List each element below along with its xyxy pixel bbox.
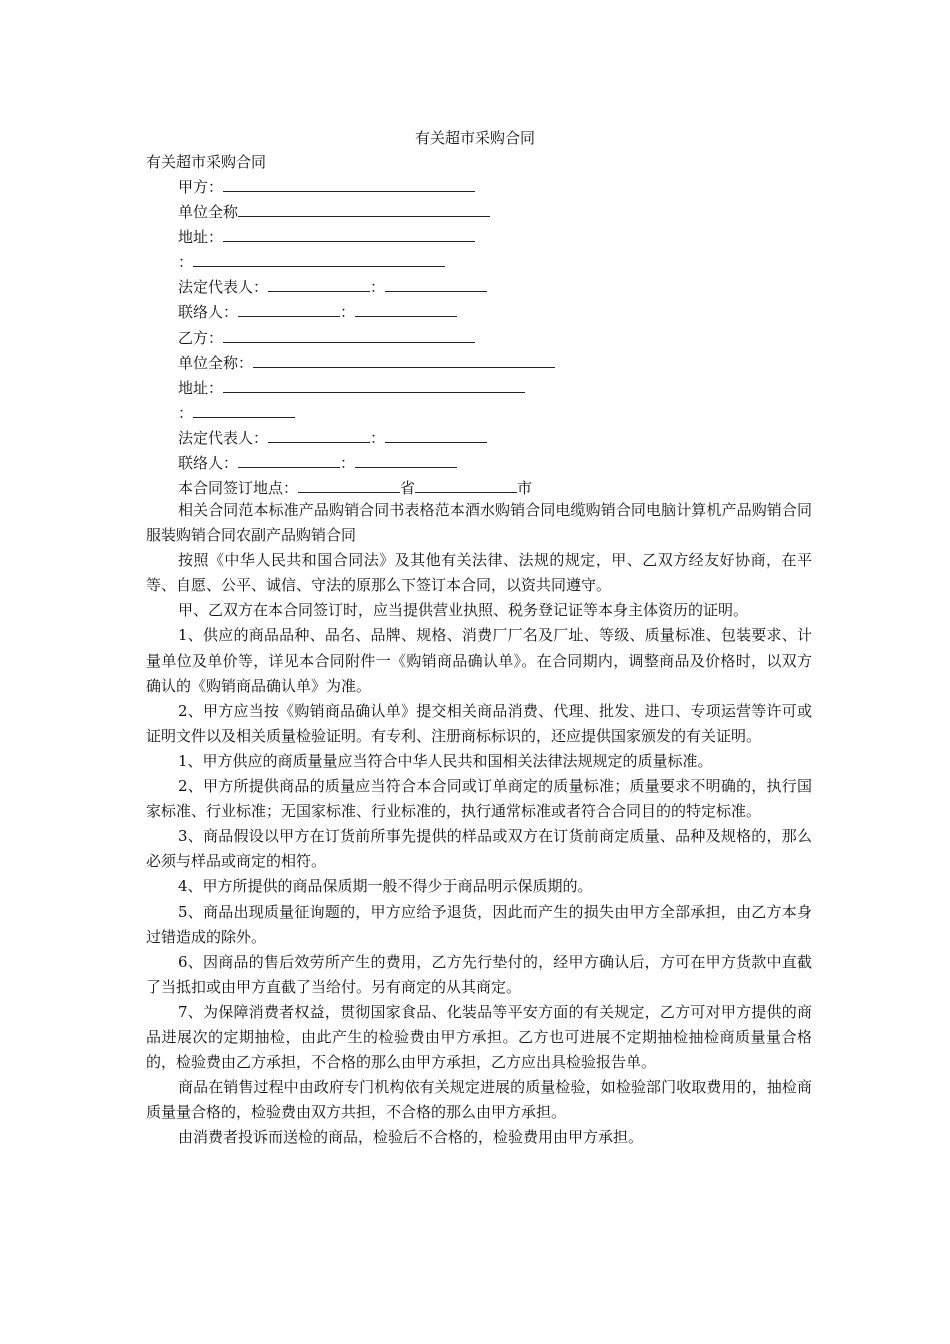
blank-line xyxy=(223,327,475,343)
field-label: 地址： xyxy=(178,378,224,397)
field-separator: ： xyxy=(370,428,386,447)
blank-line xyxy=(223,226,475,242)
contract-body xyxy=(146,498,812,1150)
field-label: 单位全称 xyxy=(178,203,239,222)
party-a-address-field xyxy=(178,226,818,251)
party-b-field xyxy=(178,327,818,352)
field-separator: ： xyxy=(340,454,356,473)
document-subtitle: 有关超市采购合同 xyxy=(146,153,267,171)
field-label: 乙方： xyxy=(178,328,224,347)
party-b-extra-field xyxy=(178,402,818,427)
field-label: 甲方： xyxy=(178,178,224,196)
paragraph: 1、供应的商品品种、品名、品牌、规格、消费厂厂名及厂址、等级、质量标准、包装要求、计量单位及单价等，详见本合同附件一《购销商品确认单》。在合同期内，调整商品及价格时，以双方确认的《购销商品确认单》为准。 xyxy=(146,626,812,695)
blank-line xyxy=(253,352,555,368)
paragraph: 按照《中华人民共和国合同法》及其他有关法律、法规的规定，甲、乙双方经友好协商，在平等、自愿、公平、诚信、守法的原那么下签订本合同，以资共同遵守。 xyxy=(146,551,812,595)
paragraph: 由消费者投诉而送检的商品，检验后不合格的，检验费用由甲方承担。 xyxy=(178,1128,644,1147)
party-a-name-field xyxy=(178,201,818,226)
paragraph: 甲、乙双方在本合同签订时，应当提供营业执照、税务登记证等本身主体资历的证明。 xyxy=(178,601,749,620)
paragraph: 2、甲方所提供商品的质量应当符合本合同或订单商定的质量标准；质量要求不明确的，执行国家标准、行业标准；无国家标准、行业标准的，执行通常标准或者符合合同目的的特定标准。 xyxy=(146,777,812,821)
blank-line xyxy=(415,477,517,493)
blank-line xyxy=(385,427,487,443)
field-label: ： xyxy=(178,253,194,272)
paragraph: 相关合同范本标准产品购销合同书表格范本酒水购销合同电缆购销合同电脑计算机产品购销合同服装购销合同农副产品购销合同 xyxy=(146,501,812,545)
paragraph: 4、甲方所提供的商品保质期一般不得少于商品明示保质期的。 xyxy=(178,877,593,896)
party-b-contact-field xyxy=(178,452,818,477)
party-b-name-field xyxy=(178,352,818,377)
paragraph: 6、因商品的售后效劳所产生的费用，乙方先行垫付的，经甲方确认后，方可在甲方货款中直截了当抵扣或由甲方直截了当给付。另有商定的从其商定。 xyxy=(146,952,812,996)
blank-line xyxy=(238,301,340,317)
paragraph: 5、商品出现质量征询题的，甲方应给予退货，因此而产生的损失由甲方全部承担，由乙方本身过错造成的除外。 xyxy=(146,902,812,946)
blank-line xyxy=(268,276,370,292)
blank-line xyxy=(355,452,457,468)
document-title: 有关超市采购合同 xyxy=(414,129,535,147)
party-b-legal-rep-field xyxy=(178,427,818,452)
city-label: 市 xyxy=(517,479,533,498)
field-label: 地址： xyxy=(178,228,224,247)
blank-line xyxy=(193,402,295,418)
paragraph: 3、商品假设以甲方在订货前所事先提供的样品或双方在订货前商定质量、品种及规格的，那么必须与样品或商定的相符。 xyxy=(146,827,812,871)
blank-line xyxy=(238,452,340,468)
paragraph: 1、甲方供应的商质量量应当符合中华人民共和国相关法律法规规定的质量标准。 xyxy=(178,751,713,770)
blank-line xyxy=(238,201,490,217)
blank-line xyxy=(223,377,525,393)
paragraph: 2、甲方应当按《购销商品确认单》提交相关商品消费、代理、批发、进口、专项运营等许可或证明文件以及相关质量检验证明。有专利、注册商标标识的，还应提供国家颁发的有关证明。 xyxy=(146,701,812,745)
field-label: 联络人： xyxy=(178,454,239,473)
paragraph: 商品在销售过程中由政府专门机构依有关规定进展的质量检验，如检验部门收取费用的，抽检商质量量合格的，检验费由双方共担，不合格的那么由甲方承担。 xyxy=(146,1078,812,1122)
blank-line xyxy=(193,251,445,267)
party-a-legal-rep-field xyxy=(178,276,818,301)
blank-line xyxy=(298,477,400,493)
field-label: 联络人： xyxy=(178,303,239,322)
field-label: 法定代表人： xyxy=(178,278,269,297)
blank-line xyxy=(385,276,487,292)
field-separator: ： xyxy=(370,278,386,297)
blank-line xyxy=(268,427,370,443)
paragraph: 7、为保障消费者权益，贯彻国家食品、化装品等平安方面的有关规定，乙方可对甲方提供的商品进展次的定期抽检，由此产生的检验费由甲方承担。乙方也可进展不定期抽检抽检商质量量合格的，检验费由乙方承担，不合格的那么由甲方承担，乙方应出具检验报告单。 xyxy=(146,1002,812,1072)
field-label: 法定代表人： xyxy=(178,428,269,447)
party-a-contact-field xyxy=(178,301,818,326)
party-a-field xyxy=(178,176,818,201)
field-label: 本合同签订地点： xyxy=(178,479,299,498)
field-label: ： xyxy=(178,403,194,422)
party-a-extra-field xyxy=(178,251,818,276)
blank-line xyxy=(223,176,475,192)
field-separator: ： xyxy=(340,303,356,322)
province-label: 省 xyxy=(400,479,416,498)
party-b-address-field xyxy=(178,377,818,402)
blank-line xyxy=(355,301,457,317)
field-label: 单位全称： xyxy=(178,353,254,372)
party-fields xyxy=(178,176,818,502)
